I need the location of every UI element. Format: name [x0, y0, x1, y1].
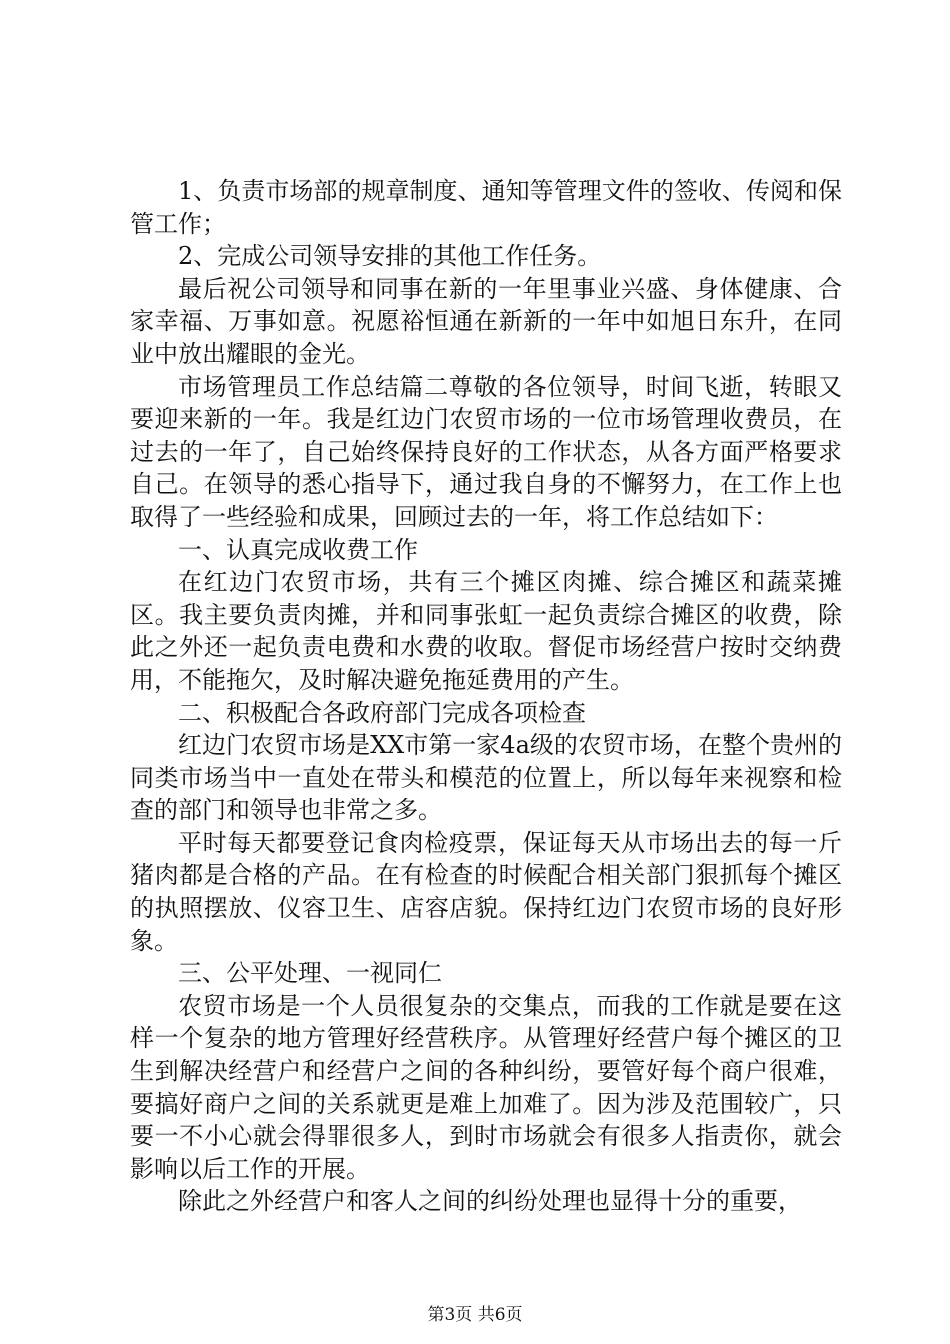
paragraph: 除此之外经营户和客人之间的纠纷处理也显得十分的重要， [178, 1187, 802, 1216]
paragraph: 在红边门农贸市场，共有三个摊区肉摊、综合摊区和蔬菜摊区。我主要负责肉摊，并和同事张虹一起负责综合摊区的收费，除此之外还一起负责电费和水费的收取。督促市场经营户按时交纳费用，不能拖欠，及时解决避免拖延费用的产生。 [130, 568, 842, 694]
paragraph: 最后祝公司领导和同事在新的一年里事业兴盛、身体健康、合家幸福、万事如意。祝愿裕恒通在新新的一年中如旭日东升，在同业中放出耀眼的金光。 [130, 274, 842, 368]
section-heading: 一、认真完成收费工作 [178, 535, 418, 564]
paragraph: 2、完成公司领导安排的其他工作任务。 [178, 242, 602, 271]
section-heading: 二、积极配合各政府部门完成各项检查 [178, 698, 586, 727]
document-body [130, 175, 842, 1218]
page-number-footer: 第3页 共6页 [427, 1305, 523, 1325]
paragraph: 1、负责市场部的规章制度、通知等管理文件的签收、传阅和保管工作； [130, 177, 842, 238]
section-heading: 三、公平处理、一视同仁 [178, 959, 442, 988]
paragraph: 红边门农贸市场是XX市第一家4a级的农贸市场，在整个贵州的同类市场当中一直处在带头和模范的位置上，所以每年来视察和检查的部门和领导也非常之多。 [130, 731, 842, 825]
paragraph: 市场管理员工作总结篇二尊敬的各位领导，时间飞逝，转眼又要迎来新的一年。我是红边门农贸市场的一位市场管理收费员，在过去的一年了，自己始终保持良好的工作状态，从各方面严格要求自己。在领导的悉心指导下，通过我自身的不懈努力，在工作上也取得了一些经验和成果，回顾过去的一年，将工作总结如下： [130, 372, 842, 531]
paragraph: 农贸市场是一个人员很复杂的交集点，而我的工作就是要在这样一个复杂的地方管理好经营秩序。从管理好经营户每个摊区的卫生到解决经营户和经营户之间的各种纠纷，要管好每个商户很难，要搞好商户之间的关系就更是难上加难了。因为涉及范围较广，只要一不小心就会得罪很多人，到时市场就会有很多人指责你，就会影响以后工作的开展。 [130, 991, 842, 1183]
paragraph: 平时每天都要登记食肉检疫票，保证每天从市场出去的每一斤猪肉都是合格的产品。在有检查的时候配合相关部门狠抓每个摊区的执照摆放、仪容卫生、店容店貌。保持红边门农贸市场的良好形象。 [130, 828, 842, 955]
